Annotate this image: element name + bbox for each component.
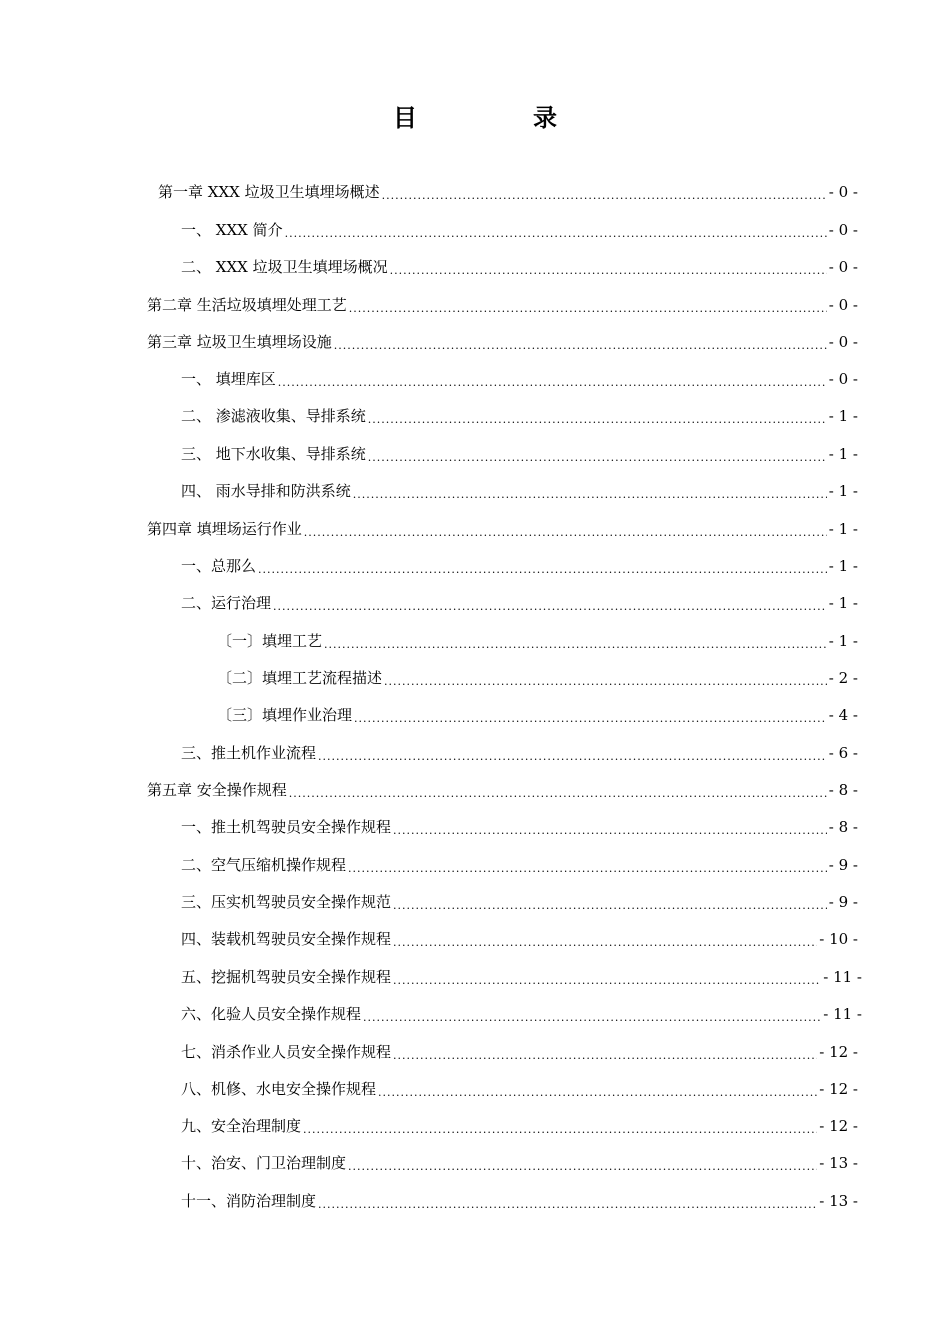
- page-title: 目 录: [393, 104, 603, 132]
- toc-entry[interactable]: [181, 591, 858, 615]
- toc-leader-dots: [368, 449, 827, 466]
- toc-entry-label: 四、装载机驾驶员安全操作规程: [181, 930, 392, 948]
- toc-leader-dots: [393, 972, 821, 989]
- toc-leader-dots: [349, 300, 827, 317]
- toc-entry[interactable]: [217, 666, 858, 690]
- toc-entry-page: - 1 -: [828, 482, 858, 500]
- toc-entry-label: 二、运行治理: [181, 594, 272, 612]
- toc-leader-dots: [273, 598, 827, 615]
- toc-leader-dots: [382, 187, 827, 204]
- toc-entry[interactable]: [181, 1151, 858, 1175]
- toc-entry-label: 六、化验人员安全操作规程: [181, 1005, 362, 1023]
- toc-entry[interactable]: [181, 442, 858, 466]
- toc-leader-dots: [324, 636, 827, 653]
- toc-entry[interactable]: [147, 293, 858, 317]
- toc-entry[interactable]: [147, 517, 858, 541]
- toc-leader-dots: [393, 822, 827, 839]
- toc-leader-dots: [303, 1121, 817, 1138]
- toc-entry-label: 十一、消防治理制度: [181, 1192, 317, 1210]
- toc-leader-dots: [390, 262, 827, 279]
- toc-entry-page: - 12 -: [819, 1117, 858, 1135]
- toc-entry-page: - 1 -: [828, 557, 858, 575]
- toc-leader-dots: [258, 561, 827, 578]
- toc-entry-page: - 0 -: [828, 333, 858, 351]
- toc-leader-dots: [363, 1009, 821, 1026]
- toc-entry-label: 第一章 XXX 垃圾卫生填埋场概述: [158, 183, 380, 201]
- toc-entry-label: 四、 雨水导排和防洪系统: [181, 482, 351, 500]
- toc-leader-dots: [318, 748, 827, 765]
- toc-leader-dots: [348, 860, 827, 877]
- toc-entry[interactable]: [181, 1114, 858, 1138]
- toc-leader-dots: [289, 785, 827, 802]
- toc-entry-label: 〔一〕填埋工艺: [217, 632, 323, 650]
- toc-leader-dots: [378, 1084, 817, 1101]
- toc-entry-page: - 0 -: [828, 258, 858, 276]
- toc-entry-label: 〔三〕填埋作业治理: [217, 706, 353, 724]
- toc-leader-dots: [393, 897, 827, 914]
- toc-entry[interactable]: [181, 1077, 858, 1101]
- toc-entry-page: - 1 -: [828, 407, 858, 425]
- toc-leader-dots: [285, 225, 827, 242]
- toc-leader-dots: [353, 486, 827, 503]
- toc-entry-page: - 12 -: [819, 1043, 858, 1061]
- toc-entry[interactable]: [181, 965, 862, 989]
- toc-entry-page: - 2 -: [828, 669, 858, 687]
- toc-entry-page: - 4 -: [828, 706, 858, 724]
- toc-entry-label: 三、 地下水收集、导排系统: [181, 445, 366, 463]
- toc-leader-dots: [393, 934, 817, 951]
- toc-entry-page: - 9 -: [828, 856, 858, 874]
- toc-entry-label: 第二章 生活垃圾填埋处理工艺: [147, 296, 347, 314]
- toc-entry-page: - 12 -: [819, 1080, 858, 1098]
- toc-entry[interactable]: [181, 554, 858, 578]
- toc-leader-dots: [348, 1158, 817, 1175]
- toc-entry-label: 第四章 填埋场运行作业: [147, 520, 302, 538]
- toc-entry[interactable]: [147, 330, 858, 354]
- toc-entry[interactable]: [181, 255, 858, 279]
- toc-entry[interactable]: [181, 367, 858, 391]
- toc-entry[interactable]: [181, 1040, 858, 1064]
- toc-entry-page: - 1 -: [828, 520, 858, 538]
- toc-entry[interactable]: [181, 853, 858, 877]
- toc-entry[interactable]: [158, 180, 858, 204]
- toc-leader-dots: [393, 1047, 817, 1064]
- toc-entry[interactable]: [181, 404, 858, 428]
- toc-entry-label: 十、治安、门卫治理制度: [181, 1154, 347, 1172]
- toc-entry-label: 一、总那么: [181, 557, 257, 575]
- toc-entry-label: 一、 填埋库区: [181, 370, 276, 388]
- toc-entry[interactable]: [181, 1189, 858, 1213]
- toc-entry-page: - 1 -: [828, 445, 858, 463]
- toc-entry-label: 第三章 垃圾卫生填埋场设施: [147, 333, 332, 351]
- toc-entry-label: 第五章 安全操作规程: [147, 781, 287, 799]
- toc-entry[interactable]: [181, 927, 858, 951]
- toc-entry-page: - 10 -: [819, 930, 858, 948]
- toc-entry-label: 〔二〕填埋工艺流程描述: [217, 669, 383, 687]
- toc-entry-page: - 13 -: [819, 1154, 858, 1172]
- toc-entry[interactable]: [181, 741, 858, 765]
- toc-entry-page: - 0 -: [828, 296, 858, 314]
- toc-entry-label: 二、 渗滤液收集、导排系统: [181, 407, 366, 425]
- toc-entry-label: 一、推土机驾驶员安全操作规程: [181, 818, 392, 836]
- toc-entry-label: 八、机修、水电安全操作规程: [181, 1080, 377, 1098]
- toc-entry-label: 三、推土机作业流程: [181, 744, 317, 762]
- toc-entry-page: - 1 -: [828, 632, 858, 650]
- toc-entry-page: - 11 -: [823, 1005, 862, 1023]
- toc-entry-label: 二、空气压缩机操作规程: [181, 856, 347, 874]
- toc-leader-dots: [354, 710, 827, 727]
- toc-entry[interactable]: [181, 1002, 862, 1026]
- toc-entry-label: 一、 XXX 简介: [181, 221, 283, 239]
- toc-entry[interactable]: [147, 778, 858, 802]
- toc-entry-page: - 1 -: [828, 594, 858, 612]
- toc-entry[interactable]: [181, 479, 858, 503]
- toc-entry-label: 七、消杀作业人员安全操作规程: [181, 1043, 392, 1061]
- toc-entry[interactable]: [181, 890, 858, 914]
- toc-leader-dots: [334, 337, 827, 354]
- toc-leader-dots: [278, 374, 827, 391]
- toc-entry-page: - 0 -: [828, 221, 858, 239]
- toc-entry-page: - 0 -: [828, 183, 858, 201]
- toc-entry-label: 三、压实机驾驶员安全操作规范: [181, 893, 392, 911]
- toc-entry-page: - 8 -: [828, 818, 858, 836]
- toc-entry[interactable]: [217, 703, 858, 727]
- toc-entry-page: - 0 -: [828, 370, 858, 388]
- toc-entry-page: - 6 -: [828, 744, 858, 762]
- toc-entry-label: 九、安全治理制度: [181, 1117, 302, 1135]
- toc-leader-dots: [384, 673, 827, 690]
- toc-entry-label: 二、 XXX 垃圾卫生填埋场概况: [181, 258, 388, 276]
- toc-entry-page: - 9 -: [828, 893, 858, 911]
- toc-leader-dots: [368, 411, 827, 428]
- toc-entry-page: - 13 -: [819, 1192, 858, 1210]
- toc-entry-page: - 11 -: [823, 968, 862, 986]
- toc-leader-dots: [304, 524, 827, 541]
- toc-entry[interactable]: [181, 815, 858, 839]
- toc-entry[interactable]: [181, 218, 858, 242]
- toc-entry[interactable]: [217, 629, 858, 653]
- toc-entry-page: - 8 -: [828, 781, 858, 799]
- toc-entry-label: 五、挖掘机驾驶员安全操作规程: [181, 968, 392, 986]
- toc-leader-dots: [318, 1196, 817, 1213]
